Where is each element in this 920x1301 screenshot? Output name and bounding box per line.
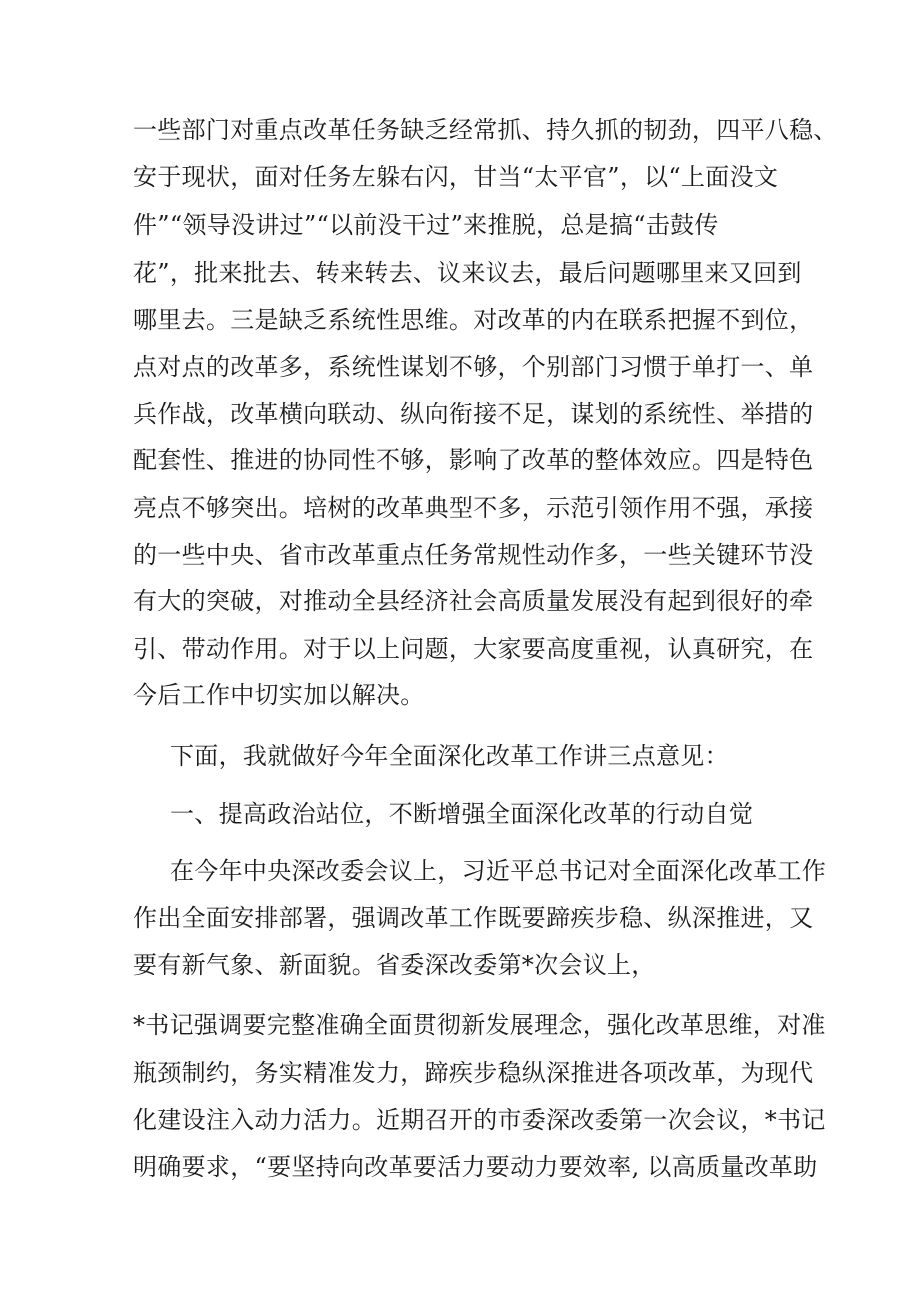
body-text-line: 明确要求，“要坚持向改革要活力要动力要效率, 以高质量改革助 xyxy=(133,1153,818,1181)
body-text-line: 点对点的改革多，系统性谋划不够，个别部门习惯于单打一、单 xyxy=(133,353,814,381)
body-text-line: *书记强调要完整准确全面贯彻新发展理念，强化改革思维，对准 xyxy=(133,1011,826,1039)
body-text-line: 化建设注入动力活力。近期召开的市委深改委第一次会议，*书记 xyxy=(133,1106,826,1134)
body-text-line: 要有新气象、新面貌。省委深改委第*次会议上， xyxy=(133,951,656,979)
body-text-line: 件”“领导没讲过”“以前没干过”来推脱，总是搞“击鼓传 xyxy=(133,211,719,239)
body-text-line: 哪里去。三是缺乏系统性思维。对改革的内在联系把握不到位， xyxy=(133,306,814,334)
body-text-line: 在今年中央深改委会议上，习近平总书记对全面深化改革工作 xyxy=(170,857,827,885)
body-text-line: 作出全面安排部署，强调改革工作既要蹄疾步稳、纵深推进，又 xyxy=(133,904,814,932)
paragraph-intro-line: 下面，我就做好今年全面深化改革工作讲三点意见： xyxy=(170,742,729,770)
body-text-line: 兵作战，改革横向联动、纵向衔接不足，谋划的系统性、举措的 xyxy=(133,400,814,428)
body-text-line: 配套性、推进的协同性不够，影响了改革的整体效应。四是特色 xyxy=(133,446,814,474)
body-text-line: 花”，批来批去、转来转去、议来议去，最后问题哪里来又回到 xyxy=(133,259,802,287)
body-text-line: 瓶颈制约，务实精准发力，蹄疾步稳纵深推进各项改革，为现代 xyxy=(133,1059,814,1087)
body-text-line: 的一些中央、省市改革重点任务常规性动作多，一些关键环节没 xyxy=(133,541,814,569)
body-text-line: 安于现状，面对任务左躲右闪，甘当“太平官”，以“上面没文 xyxy=(133,163,779,191)
body-text-line: 一些部门对重点改革任务缺乏经常抓、持久抓的韧劲，四平八稳、 xyxy=(133,116,838,144)
section-heading: 一、提高政治站位，不断增强全面深化改革的行动自觉 xyxy=(170,800,754,828)
body-text-line: 引、带动作用。对于以上问题，大家要高度重视，认真研究，在 xyxy=(133,635,814,663)
body-text-line: 有大的突破，对推动全县经济社会高质量发展没有起到很好的牵 xyxy=(133,587,814,615)
body-text-line: 亮点不够突出。培树的改革典型不多，示范引领作用不强，承接 xyxy=(133,494,814,522)
body-text-line: 今后工作中切实加以解决。 xyxy=(133,681,425,709)
